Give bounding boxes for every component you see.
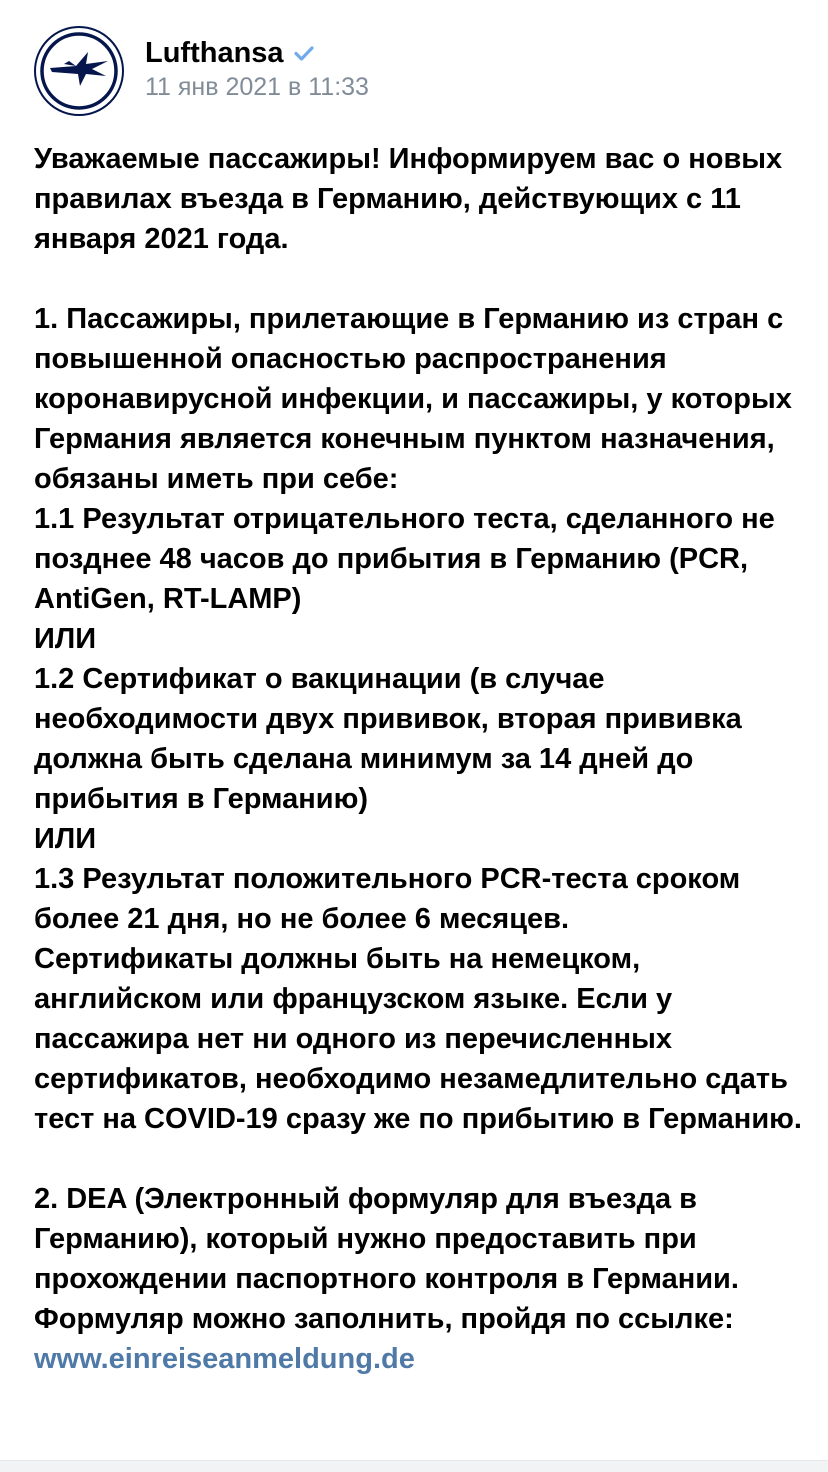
rule-2: 2. DEA (Электронный формуляр для въезда в Германию), который нужно предоставить при прохождении паспортного контроля в Германии. Формуляр можно заполнить, пройдя по ссылке:: [34, 1183, 747, 1335]
post-intro: Уважаемые пассажиры! Информируем вас о новых правилах въезда в Германию, действующих с 11 января 2021 года.: [34, 143, 791, 255]
author-line: [145, 35, 316, 71]
post-body: [34, 139, 804, 1379]
or-separator: ИЛИ: [34, 623, 97, 655]
rule-1-1: 1.1 Результат отрицательного теста, сделанного не позднее 48 часов до прибытия в Германию (PCR, AntiGen, RT-LAMP): [34, 503, 783, 615]
einreise-link[interactable]: www.einreiseanmeldung.de: [34, 1343, 415, 1375]
paragraph-gap: [34, 1139, 804, 1179]
or-separator: ИЛИ: [34, 823, 97, 855]
verified-checkmark-icon: [292, 41, 316, 65]
bottom-divider: [0, 1460, 828, 1472]
post-date[interactable]: 11 янв 2021 в 11:33: [145, 73, 369, 101]
rule-1-3: 1.3 Результат положительного PCR-теста сроком более 21 дня, но не более 6 месяцев.: [34, 863, 749, 935]
rule-1: 1. Пассажиры, прилетающие в Германию из стран с повышенной опасностью распространения коронавирусной инфекции, и пассажиры, у которых Германия является конечным пунктом назначения, обязаны иметь при себе:: [34, 303, 800, 495]
paragraph-gap: [34, 259, 804, 299]
lufthansa-crane-logo-icon: [36, 28, 122, 114]
rule-1-2: 1.2 Сертификат о вакцинации (в случае необходимости двух прививок, вторая прививка должна быть сделана минимум за 14 дней до прибытия в Германию): [34, 663, 750, 815]
link-line: [34, 1339, 804, 1379]
certificates-note: Сертификаты должны быть на немецком, английском или французском языке. Если у пассажира нет ни одного из перечисленных сертификатов, необходимо незамедлительно сдать тест на COVID-19 сразу же по прибытию в Германию.: [34, 943, 802, 1135]
post-header: [34, 26, 794, 116]
author-name[interactable]: Lufthansa: [145, 37, 284, 69]
avatar[interactable]: [34, 26, 124, 116]
